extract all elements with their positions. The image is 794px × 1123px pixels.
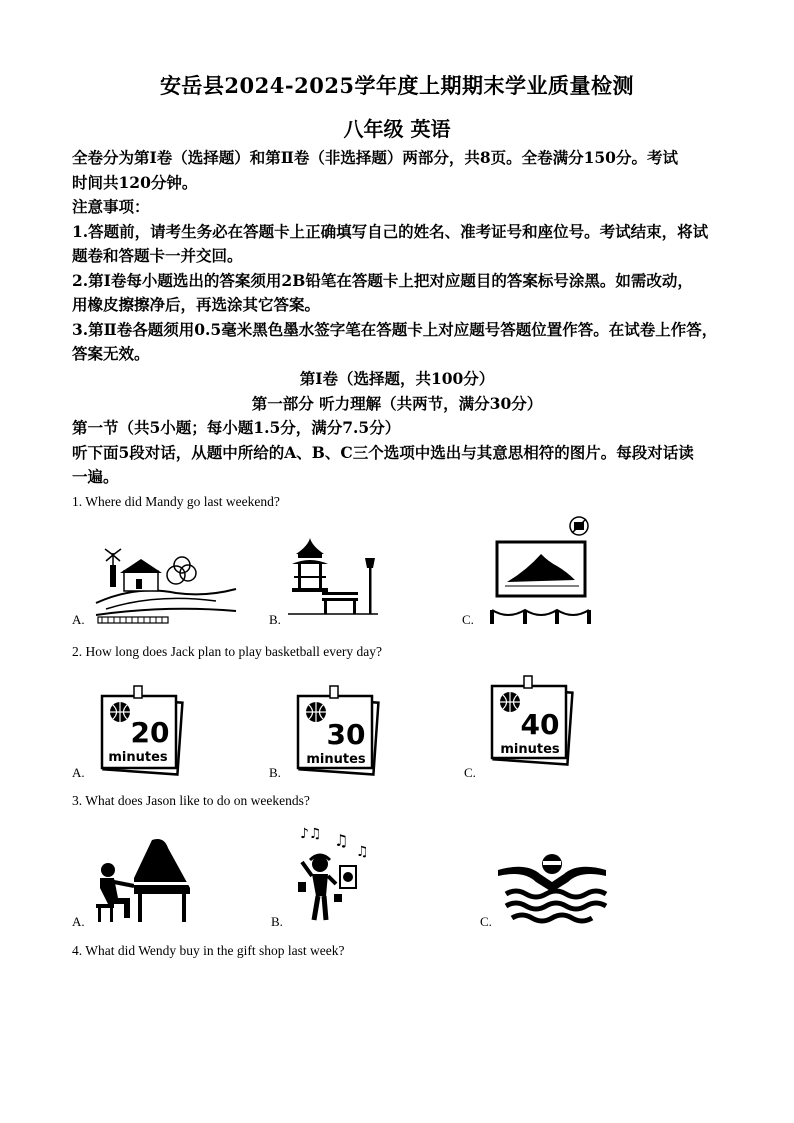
- instruction-line: 听下面5段对话，从题中所给的A、B、C三个选项中选出与其意思相符的图片。每段对话读: [72, 442, 694, 462]
- option-letter: B.: [269, 765, 281, 780]
- intro-line: 时间共120分钟。: [72, 172, 198, 192]
- note-item-2: 2.第Ⅰ卷每小题选出的答案须用2B铅笔在答题卡上把对应题目的答案标号涂黑。如需改动，: [72, 270, 693, 290]
- farm-icon: [96, 545, 236, 625]
- swimmer-icon: [496, 852, 608, 924]
- volume-heading: 第Ⅰ卷（选择题，共100分）: [299, 369, 495, 388]
- note-item-3-cont: 答案无效。: [72, 344, 150, 363]
- note-basketball-icon: [294, 686, 380, 776]
- question-4: 4. What did Wendy buy in the gift shop last week?: [72, 943, 345, 958]
- music-listener-icon: [296, 824, 376, 924]
- part-heading: 第一部分 听力理解（共两节，满分30分）: [251, 394, 543, 413]
- museum-painting-icon: [487, 514, 597, 624]
- note-item-1-cont: 题卷和答题卡一并交回。: [72, 246, 243, 265]
- note-unit: minutes: [108, 750, 168, 765]
- option-letter: C.: [462, 612, 474, 627]
- note-item-2-cont: 用橡皮擦擦净后，再选涂其它答案。: [72, 295, 321, 314]
- option-letter: A.: [72, 914, 85, 929]
- note-unit: minutes: [500, 742, 560, 757]
- notes-heading: 注意事项：: [72, 197, 150, 216]
- piano-player-icon: [94, 838, 194, 924]
- question-2: 2. How long does Jack plan to play basketball every day?: [72, 644, 383, 659]
- note-item-1: 1.答题前，请考生务必在答题卡上正确填写自己的姓名、准考证号和座位号。考试结束，将试: [72, 221, 709, 241]
- intro-line: 全卷分为第Ⅰ卷（选择题）和第Ⅱ卷（非选择题）两部分，共8页。全卷满分150分。考试: [72, 148, 678, 167]
- music-note-icon: ♫: [334, 831, 349, 850]
- question-3: 3. What does Jason like to do on weekends?: [72, 793, 310, 808]
- note-number: 30: [326, 718, 366, 751]
- page-subtitle: 八年级 英语: [343, 117, 451, 141]
- note-unit: minutes: [306, 752, 366, 767]
- music-note-icon: ♫: [356, 844, 369, 860]
- instruction-line: 一遍。: [72, 467, 119, 486]
- question-1: 1. Where did Mandy go last weekend?: [72, 494, 280, 509]
- option-letter: B.: [271, 914, 283, 929]
- option-letter: C.: [480, 914, 492, 929]
- option-letter: A.: [72, 765, 85, 780]
- music-note-icon: ♪♫: [300, 826, 322, 842]
- note-item-3: 3.第Ⅱ卷各题须用0.5毫米黑色墨水签字笔在答题卡上对应题号答题位置作答。在试卷上作答，: [72, 319, 718, 339]
- option-letter: B.: [269, 612, 281, 627]
- section-instructions: [72, 416, 732, 490]
- page-title: 安岳县2024-2025学年度上期期末学业质量检测: [159, 73, 635, 98]
- note-number: 20: [130, 716, 170, 749]
- intro-paragraph: [72, 146, 732, 367]
- note-basketball-icon: [98, 686, 184, 776]
- option-letter: A.: [72, 612, 85, 627]
- option-letter: C.: [464, 765, 476, 780]
- note-number: 40: [520, 708, 560, 741]
- note-basketball-icon: [488, 676, 574, 766]
- park-pavilion-icon: [288, 536, 380, 616]
- subsection-heading: 第一节（共5小题；每小题1.5分，满分7.5分）: [72, 418, 401, 437]
